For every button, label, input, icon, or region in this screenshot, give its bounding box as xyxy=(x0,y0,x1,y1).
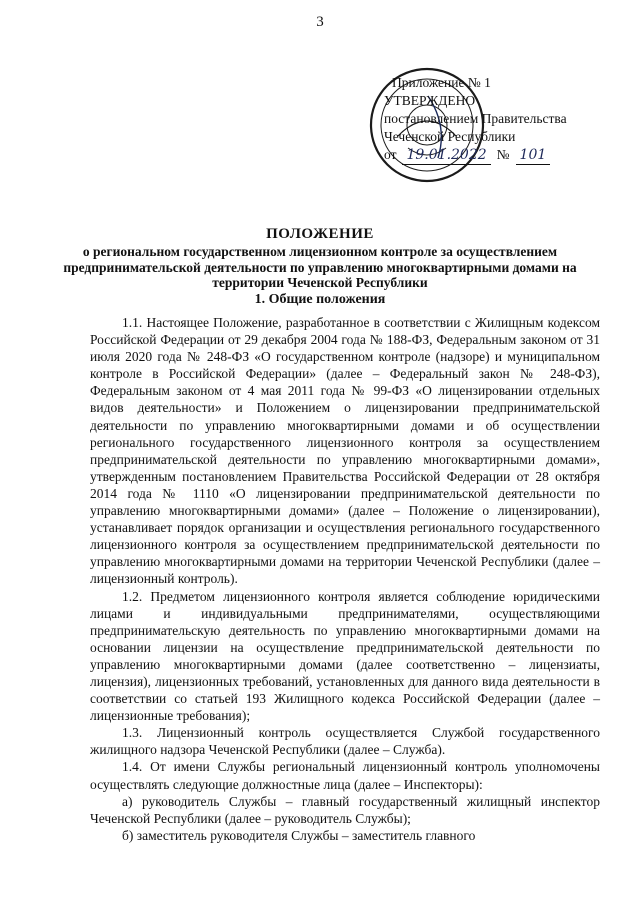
handwritten-date: 19.01.2022 xyxy=(402,146,490,165)
paragraph-1-3: 1.3. Лицензионный контроль осуществляется Службой государственного жилищного надзора Чеченской Республики (далее – Служба). xyxy=(90,725,600,758)
date-prefix: от xyxy=(384,147,397,162)
appendix-label: Приложение № 1 xyxy=(392,75,491,90)
paragraph-item-b: б) заместитель руководителя Службы – заместитель главного xyxy=(122,827,476,843)
paragraph-1-4: 1.4. От имени Службы региональный лицензионный контроль уполномочены осуществлять следующие должностные лица (далее – Инспекторы): xyxy=(90,759,600,792)
document-body xyxy=(90,314,600,844)
date-number-line xyxy=(384,146,624,165)
document-subtitle: о региональном государственном лицензионном контроле за осуществлением предпринимательской деятельности по управлению многоквартирными домами на территории Чеченской Республики xyxy=(63,244,577,290)
republic-line: Чеченской Республики xyxy=(384,129,516,144)
paragraph-1-2: 1.2. Предметом лицензионного контроля является соблюдение юридическими лицами и индивидуальными предпринимателями, осуществляющими предпринимательскую деятельность по управлению многоквартирными домами на основании лицензии на осуществление предпринимательской деятельности по управлению многоквартирными домами (далее соответственно – лицензиаты, лицензия), лицензионных требований, установленных для данного вида деятельности в соответствии со статьей 193 Жилищного кодекса Российской Федерации (далее – лицензионные требования); xyxy=(90,588,600,724)
approval-block xyxy=(384,74,624,165)
document-title: ПОЛОЖЕНИЕ xyxy=(266,226,374,242)
number-prefix: № xyxy=(496,147,510,162)
paragraph-1-1: 1.1. Настоящее Положение, разработанное в соответствии с Жилищным кодексом Российской Федерации от 29 декабря 2004 года № 188-ФЗ, Федеральным законом от 31 июля 2020 года № 248-ФЗ «О государственном контроле (надзоре) и муниципальном контроле в Российской Федерации» (далее – Федеральный закон № 248-ФЗ), Федеральным законом от 4 мая 2011 года № 99-ФЗ «О лицензировании отдельных видов деятельности» и Положением о лицензировании предпринимательской деятельности по управлению многоквартирными домами и об осуществлении регионального государственного лицензионного контроля за осуществлением предпринимательской деятельности по управлению многоквартирными домами», утвержденным постановлением Правительства Российской Федерации от 28 октября 2014 года № 1110 «О лицензировании предпринимательской деятельности по управлению многоквартирными домами» (далее – Положение о лицензировании), устанавливает порядок организации и осуществления регионального государственного лицензионного контроля за осуществлением предпринимательской деятельности по управлению многоквартирными домами на территории Чеченской Республики (далее – лицензионный контроль). xyxy=(90,315,600,587)
page-number: 3 xyxy=(316,14,324,30)
section-heading: 1. Общие положения xyxy=(254,292,386,307)
approved-by-line: постановлением Правительства xyxy=(384,111,567,126)
paragraph-item-a: а) руководитель Службы – главный государственный жилищный инспектор Чеченской Республики (далее – руководитель Службы); xyxy=(90,793,600,826)
handwritten-number: 101 xyxy=(516,146,551,165)
approved-label: УТВЕРЖДЕНО xyxy=(384,93,476,108)
